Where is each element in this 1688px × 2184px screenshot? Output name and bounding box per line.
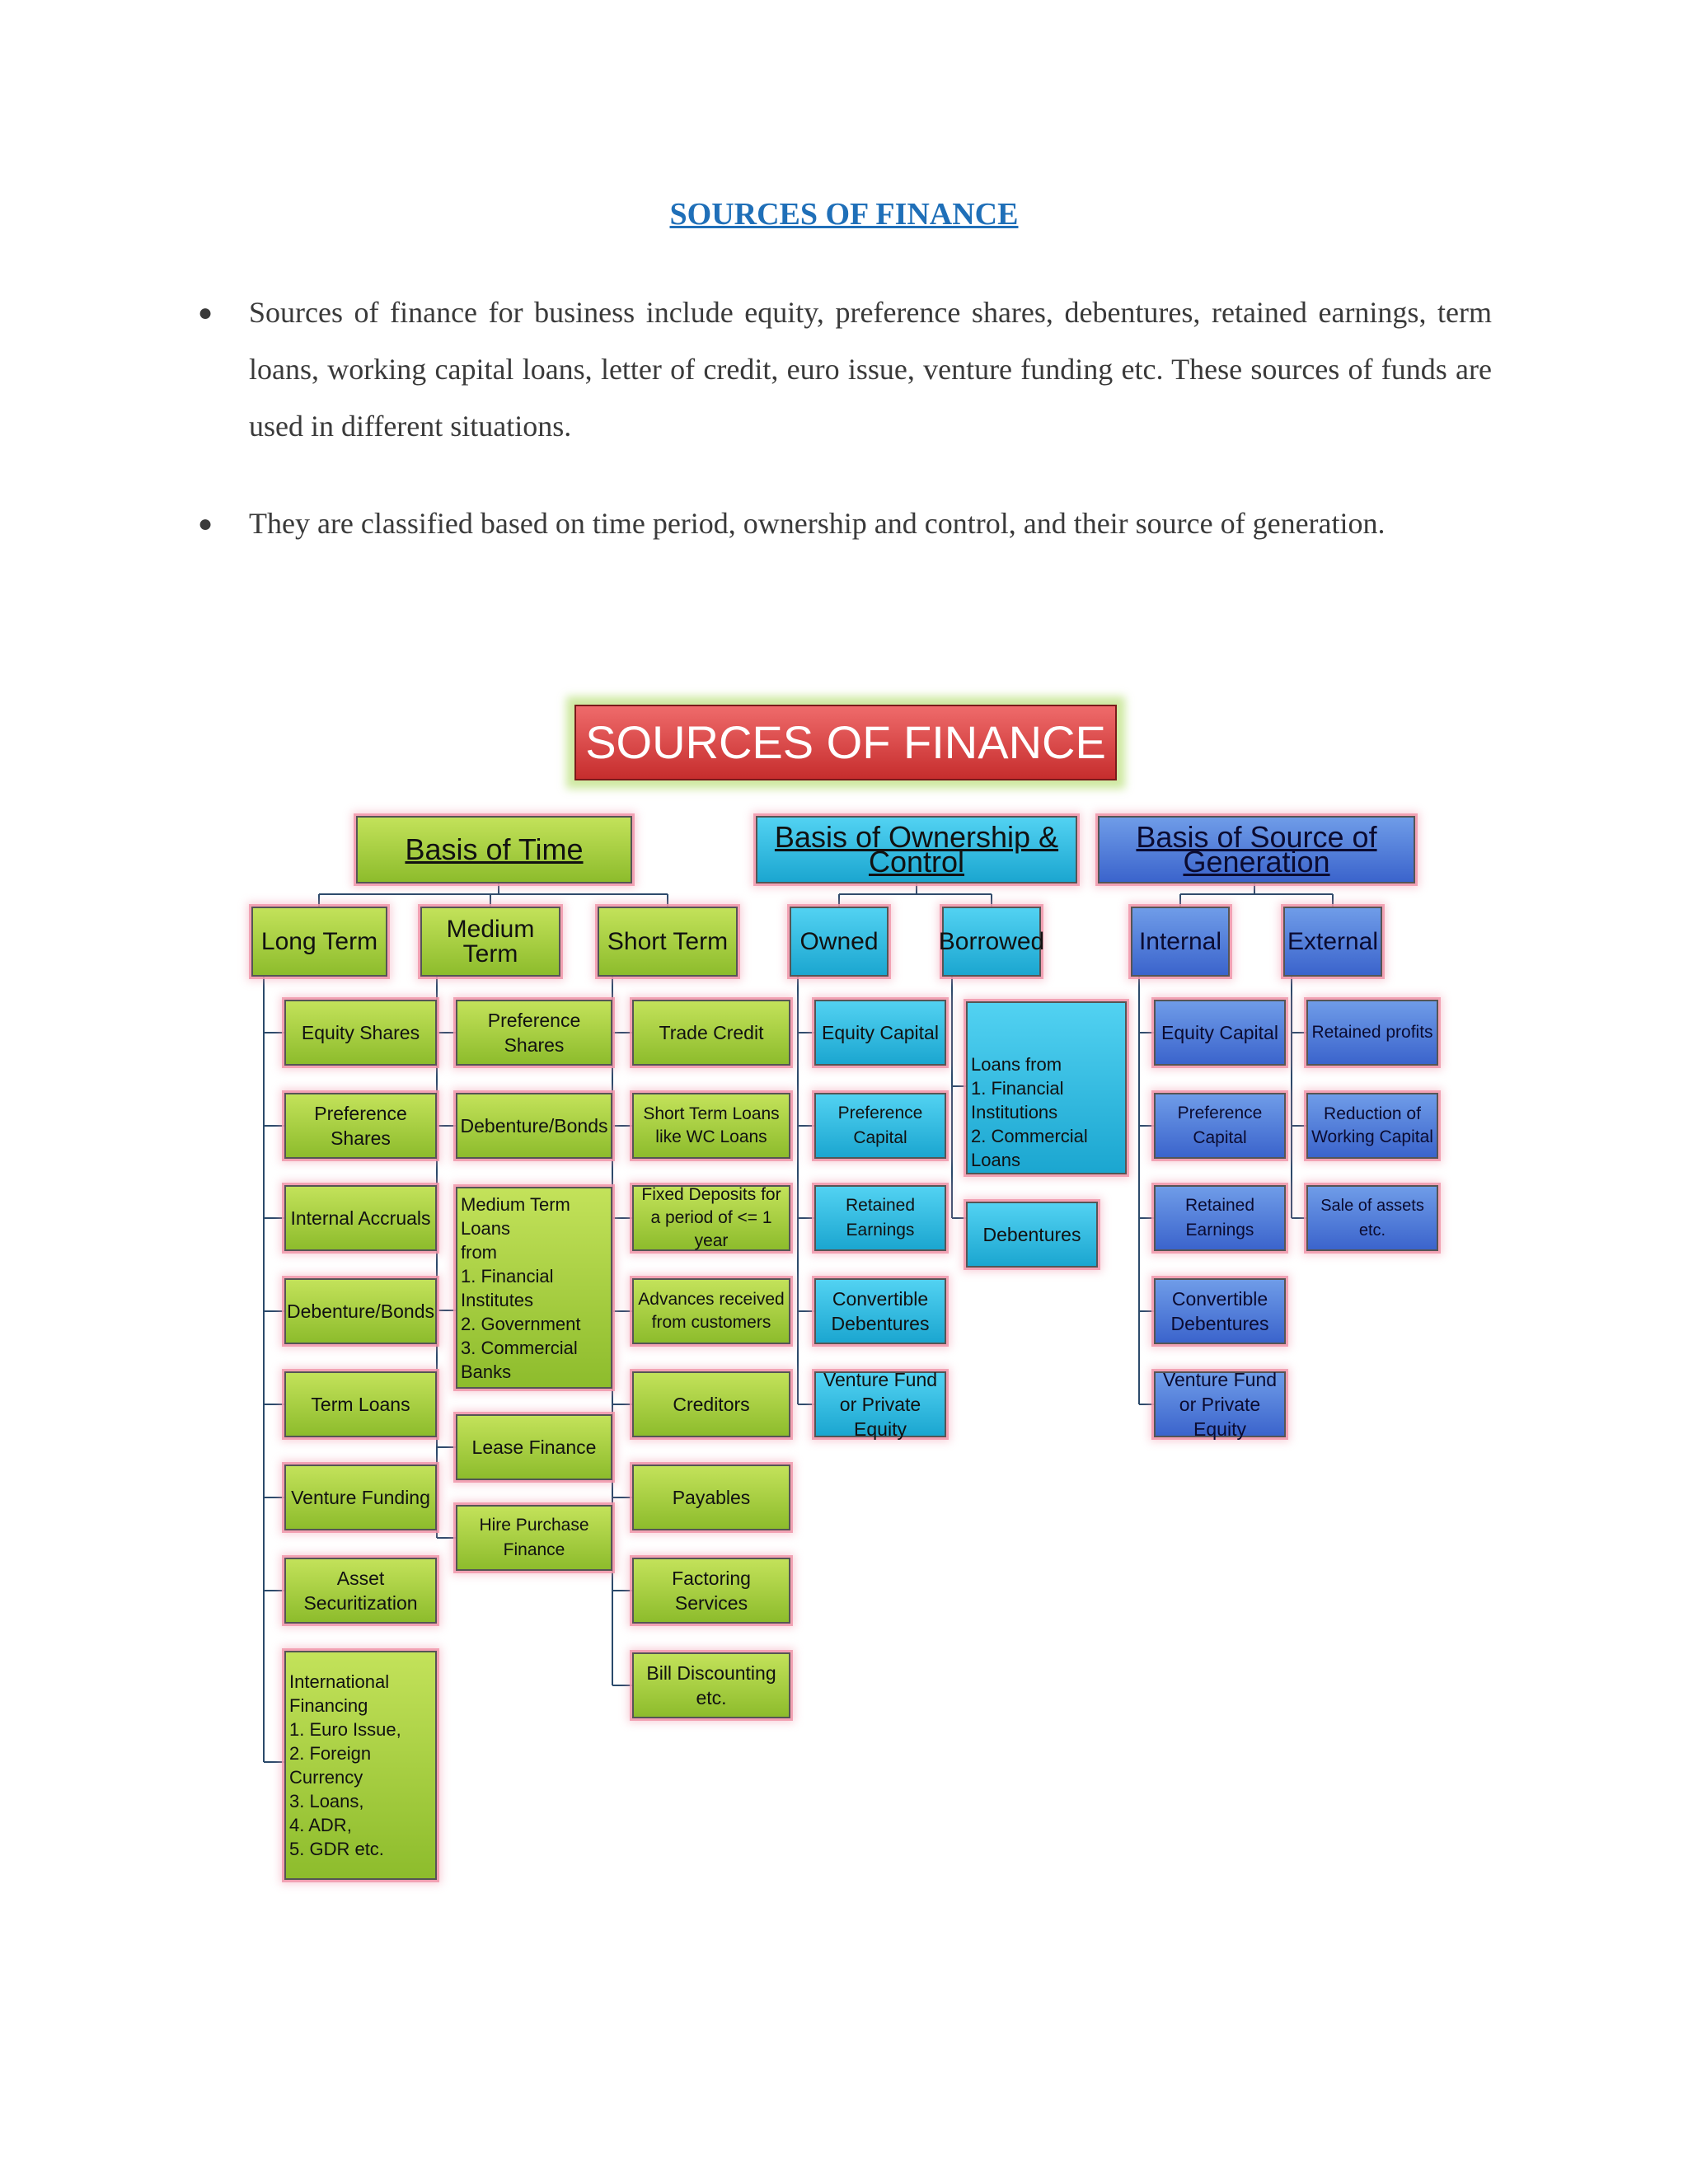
short-term-item: Short Term Loans like WC Loans (632, 1093, 790, 1159)
owned-item: Convertible Debentures (814, 1278, 946, 1344)
long-term-item: Debenture/Bonds (284, 1278, 437, 1344)
owned-item: Preference Capital (814, 1093, 946, 1159)
bullet-text: They are classified based on time period, ownership and control, and their source of generation. (249, 507, 1386, 540)
short-term-item: Advances received from customers (632, 1278, 790, 1344)
category-basis-of-generation: Basis of Source of Generation (1098, 816, 1415, 883)
subcategory-long-term: Long Term (251, 907, 387, 977)
medium-term-item: Debenture/Bonds (456, 1093, 612, 1159)
owned-item: Retained Earnings (814, 1185, 946, 1251)
long-term-item: Term Loans (284, 1371, 437, 1437)
short-term-item: Factoring Services (632, 1558, 790, 1624)
long-term-item: Asset Securitization (284, 1558, 437, 1624)
internal-item: Equity Capital (1154, 1000, 1286, 1066)
internal-item: Preference Capital (1154, 1093, 1286, 1159)
internal-item: Venture Fund or Private Equity (1154, 1371, 1286, 1437)
external-item: Retained profits (1306, 1000, 1438, 1066)
external-item: Reduction of Working Capital (1306, 1093, 1438, 1159)
internal-item: Convertible Debentures (1154, 1278, 1286, 1344)
short-term-item: Payables (632, 1465, 790, 1530)
long-term-item: International Financing 1. Euro Issue, 2. Foreign Currency 3. Loans, 4. ADR, 5. GDR etc. (284, 1651, 437, 1880)
medium-term-item: Medium Term Loans from 1. Financial Institutes 2. Government 3. Commercial Banks (456, 1187, 612, 1389)
owned-item: Equity Capital (814, 1000, 946, 1066)
internal-item: Retained Earnings (1154, 1185, 1286, 1251)
medium-term-item: Lease Finance (456, 1414, 612, 1480)
bullet-text: Sources of finance for business include equity, preference shares, debentures, retained earnings, term loans, working capital loans, letter of credit, euro issue, venture funding etc. These sources of funds are used in different situations. (249, 296, 1492, 443)
short-term-item: Fixed Deposits for a period of <= 1 year (632, 1185, 790, 1251)
long-term-item: Equity Shares (284, 1000, 437, 1066)
subcategory-owned: Owned (790, 907, 889, 977)
borrowed-item: Loans from 1. Financial Institutions 2. Commercial Loans (966, 1001, 1127, 1174)
diagram-title: SOURCES OF FINANCE (574, 705, 1117, 780)
owned-item: Venture Fund or Private Equity (814, 1371, 946, 1437)
bullet-dot-icon: ● (198, 510, 213, 537)
category-basis-of-time: Basis of Time (356, 816, 632, 883)
borrowed-item: Debentures (966, 1202, 1098, 1268)
medium-term-item: Preference Shares (456, 1000, 612, 1066)
long-term-item: Venture Funding (284, 1465, 437, 1530)
short-term-item: Bill Discounting etc. (632, 1652, 790, 1718)
subcategory-medium-term: Medium Term (420, 907, 560, 977)
long-term-item: Internal Accruals (284, 1185, 437, 1251)
long-term-item: Preference Shares (284, 1093, 437, 1159)
bullet-dot-icon: ● (198, 299, 213, 326)
page-title: SOURCES OF FINANCE (669, 197, 1019, 232)
subcategory-external: External (1283, 907, 1382, 977)
category-basis-of-ownership: Basis of Ownership & Control (756, 816, 1077, 883)
subcategory-borrowed: Borrowed (942, 907, 1041, 977)
subcategory-internal: Internal (1131, 907, 1230, 977)
subcategory-short-term: Short Term (598, 907, 738, 977)
external-item: Sale of assets etc. (1306, 1185, 1438, 1251)
short-term-item: Creditors (632, 1371, 790, 1437)
short-term-item: Trade Credit (632, 1000, 790, 1066)
medium-term-item: Hire Purchase Finance (456, 1505, 612, 1571)
